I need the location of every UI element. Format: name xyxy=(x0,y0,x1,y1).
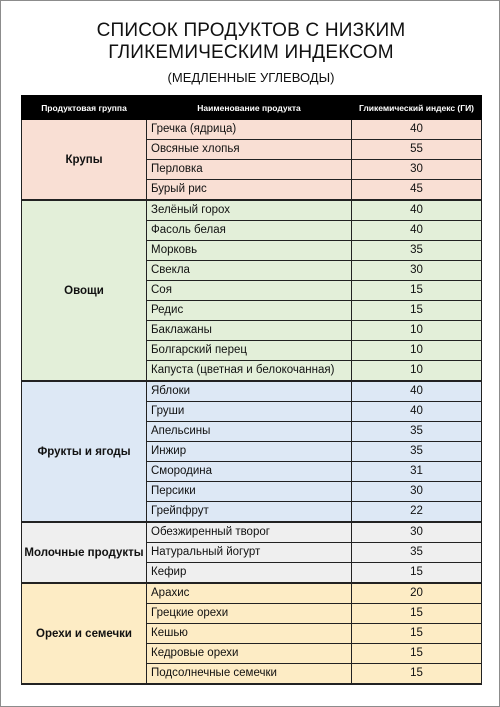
product-name-cell: Яблоки xyxy=(147,381,352,402)
table-row xyxy=(22,120,482,140)
product-name-cell: Апельсины xyxy=(147,422,352,442)
glycemic-index-cell: 35 xyxy=(352,241,482,261)
product-name-cell: Соя xyxy=(147,281,352,301)
glycemic-index-cell: 30 xyxy=(352,522,482,543)
product-name-cell: Бурый рис xyxy=(147,180,352,201)
table-row xyxy=(22,381,482,402)
product-name-cell: Свекла xyxy=(147,261,352,281)
group-name-cell: Орехи и семечки xyxy=(22,583,147,684)
product-name-cell: Болгарский перец xyxy=(147,341,352,361)
page-subtitle: (МЕДЛЕННЫЕ УГЛЕВОДЫ) xyxy=(167,70,335,85)
glycemic-index-cell: 15 xyxy=(352,624,482,644)
glycemic-index-cell: 45 xyxy=(352,180,482,201)
group-name-cell: Молочные продукты xyxy=(22,522,147,583)
products-table xyxy=(21,95,482,685)
glycemic-index-cell: 40 xyxy=(352,402,482,422)
product-name-cell: Перловка xyxy=(147,160,352,180)
table-body xyxy=(22,120,482,685)
glycemic-index-cell: 10 xyxy=(352,321,482,341)
table-row xyxy=(22,200,482,221)
product-name-cell: Кедровые орехи xyxy=(147,644,352,664)
product-name-cell: Обезжиренный творог xyxy=(147,522,352,543)
glycemic-index-cell: 35 xyxy=(352,442,482,462)
glycemic-index-cell: 55 xyxy=(352,140,482,160)
product-name-cell: Арахис xyxy=(147,583,352,604)
glycemic-index-cell: 20 xyxy=(352,583,482,604)
table-row xyxy=(22,583,482,604)
glycemic-index-cell: 15 xyxy=(352,301,482,321)
header-group: Продуктовая группа xyxy=(22,96,147,120)
product-name-cell: Грецкие орехи xyxy=(147,604,352,624)
glycemic-index-cell: 40 xyxy=(352,200,482,221)
product-name-cell: Фасоль белая xyxy=(147,221,352,241)
product-name-cell: Грейпфрут xyxy=(147,502,352,523)
product-name-cell: Подсолнечные семечки xyxy=(147,664,352,685)
table-header-row xyxy=(22,96,482,120)
product-name-cell: Морковь xyxy=(147,241,352,261)
glycemic-index-cell: 40 xyxy=(352,221,482,241)
product-name-cell: Кефир xyxy=(147,563,352,584)
product-name-cell: Овсяные хлопья xyxy=(147,140,352,160)
product-name-cell: Зелёный горох xyxy=(147,200,352,221)
header-glycemic-index: Гликемический индекс (ГИ) xyxy=(352,96,482,120)
glycemic-index-cell: 31 xyxy=(352,462,482,482)
group-name-cell: Крупы xyxy=(22,120,147,201)
glycemic-index-cell: 10 xyxy=(352,361,482,382)
glycemic-index-cell: 35 xyxy=(352,422,482,442)
glycemic-index-cell: 40 xyxy=(352,120,482,140)
product-name-cell: Персики xyxy=(147,482,352,502)
glycemic-index-cell: 15 xyxy=(352,664,482,685)
page-title-line-2: ГЛИКЕМИЧЕСКИМ ИНДЕКСОМ xyxy=(108,42,394,63)
glycemic-index-cell: 10 xyxy=(352,341,482,361)
product-name-cell: Смородина xyxy=(147,462,352,482)
glycemic-index-cell: 30 xyxy=(352,482,482,502)
product-name-cell: Капуста (цветная и белокочанная) xyxy=(147,361,352,382)
product-name-cell: Груши xyxy=(147,402,352,422)
glycemic-index-cell: 15 xyxy=(352,563,482,584)
product-name-cell: Натуральный йогурт xyxy=(147,543,352,563)
product-name-cell: Кешью xyxy=(147,624,352,644)
glycemic-index-cell: 15 xyxy=(352,604,482,624)
product-name-cell: Баклажаны xyxy=(147,321,352,341)
page-title-line-1: СПИСОК ПРОДУКТОВ С НИЗКИМ xyxy=(96,20,406,41)
glycemic-index-cell: 22 xyxy=(352,502,482,523)
group-name-cell: Овощи xyxy=(22,200,147,381)
glycemic-index-cell: 30 xyxy=(352,261,482,281)
table-row xyxy=(22,522,482,543)
glycemic-index-cell: 15 xyxy=(352,281,482,301)
group-name-cell: Фрукты и ягоды xyxy=(22,381,147,522)
product-name-cell: Редис xyxy=(147,301,352,321)
glycemic-index-cell: 40 xyxy=(352,381,482,402)
product-name-cell: Инжир xyxy=(147,442,352,462)
glycemic-index-cell: 35 xyxy=(352,543,482,563)
product-name-cell: Гречка (ядрица) xyxy=(147,120,352,140)
header-product-name: Наименование продукта xyxy=(147,96,352,120)
glycemic-index-cell: 15 xyxy=(352,644,482,664)
glycemic-index-cell: 30 xyxy=(352,160,482,180)
